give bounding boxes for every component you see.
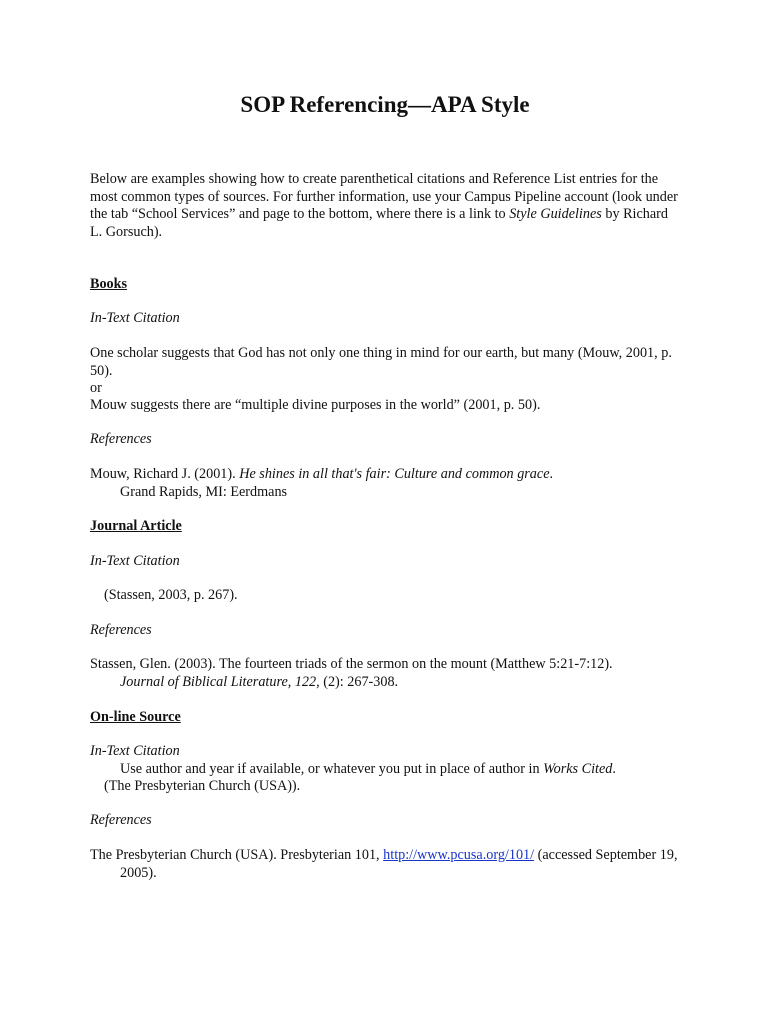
- online-instruction-text: Use author and year if available, or whatever you put in place of author in: [120, 761, 544, 777]
- online-ref-author: The Presbyterian Church (USA). Presbyterian 101,: [90, 847, 384, 863]
- intro-guide-title: Style Guidelines: [509, 206, 602, 222]
- journal-ref-line-1: Stassen, Glen. (2003). The fourteen triads of the sermon on the mount (Matthew 5:21-7:12).: [90, 656, 613, 672]
- online-instruction: [90, 761, 710, 779]
- books-in-text-label: In-Text Citation: [90, 310, 180, 326]
- intro-text-end: by Richard L. Gorsuch).: [90, 206, 668, 240]
- journal-references-label: References: [90, 622, 152, 638]
- books-example-2: Mouw suggests there are “multiple divine purposes in the world” (2001, p. 50).: [90, 397, 541, 413]
- online-ref-accessed: (accessed September 19, 2005).: [120, 847, 678, 881]
- journal-ref-journal: Journal of Biblical Literature, 122,: [120, 674, 320, 690]
- online-reference: [90, 847, 710, 882]
- online-heading: On-line Source: [90, 709, 181, 725]
- books-example-1: One scholar suggests that God has not only one thing in mind for our earth, but many (Mouw, 2001, p. 50).: [90, 345, 672, 379]
- journal-ref-line-2: [90, 674, 710, 692]
- books-heading: Books: [90, 276, 128, 292]
- intro-text: Below are examples showing how to create parenthetical citations and Reference List entries for the most common types of sources. For further information, use your Campus Pipeline account (look under the tab “School Services” and page to the bottom, where there is a link to: [90, 171, 678, 222]
- online-ref-link[interactable]: http://www.pcusa.org/101/: [383, 847, 535, 863]
- page-title: SOP Referencing—APA Style: [240, 92, 530, 117]
- intro-paragraph: [90, 171, 680, 241]
- books-ref-title: He shines in all that's fair: Culture and common grace: [239, 466, 550, 482]
- journal-in-text-label: In-Text Citation: [90, 553, 180, 569]
- online-instruction-end: .: [612, 761, 616, 777]
- books-ref-publisher: Grand Rapids, MI: Eerdmans: [120, 484, 288, 500]
- books-reference-line: [90, 466, 680, 484]
- online-references-label: References: [90, 812, 152, 828]
- journal-citation: (Stassen, 2003, p. 267).: [104, 587, 238, 603]
- books-ref-author: Mouw, Richard J. (2001).: [90, 466, 240, 482]
- online-citation: (The Presbyterian Church (USA)).: [104, 778, 301, 794]
- online-works-cited: Works Cited: [543, 761, 613, 777]
- journal-heading: Journal Article: [90, 518, 182, 534]
- journal-ref-issue: (2): 267-308.: [319, 674, 399, 690]
- books-ref-period: .: [549, 466, 554, 482]
- books-references-label: References: [90, 431, 152, 447]
- online-in-text-label: In-Text Citation: [90, 743, 180, 759]
- books-or: or: [90, 380, 102, 396]
